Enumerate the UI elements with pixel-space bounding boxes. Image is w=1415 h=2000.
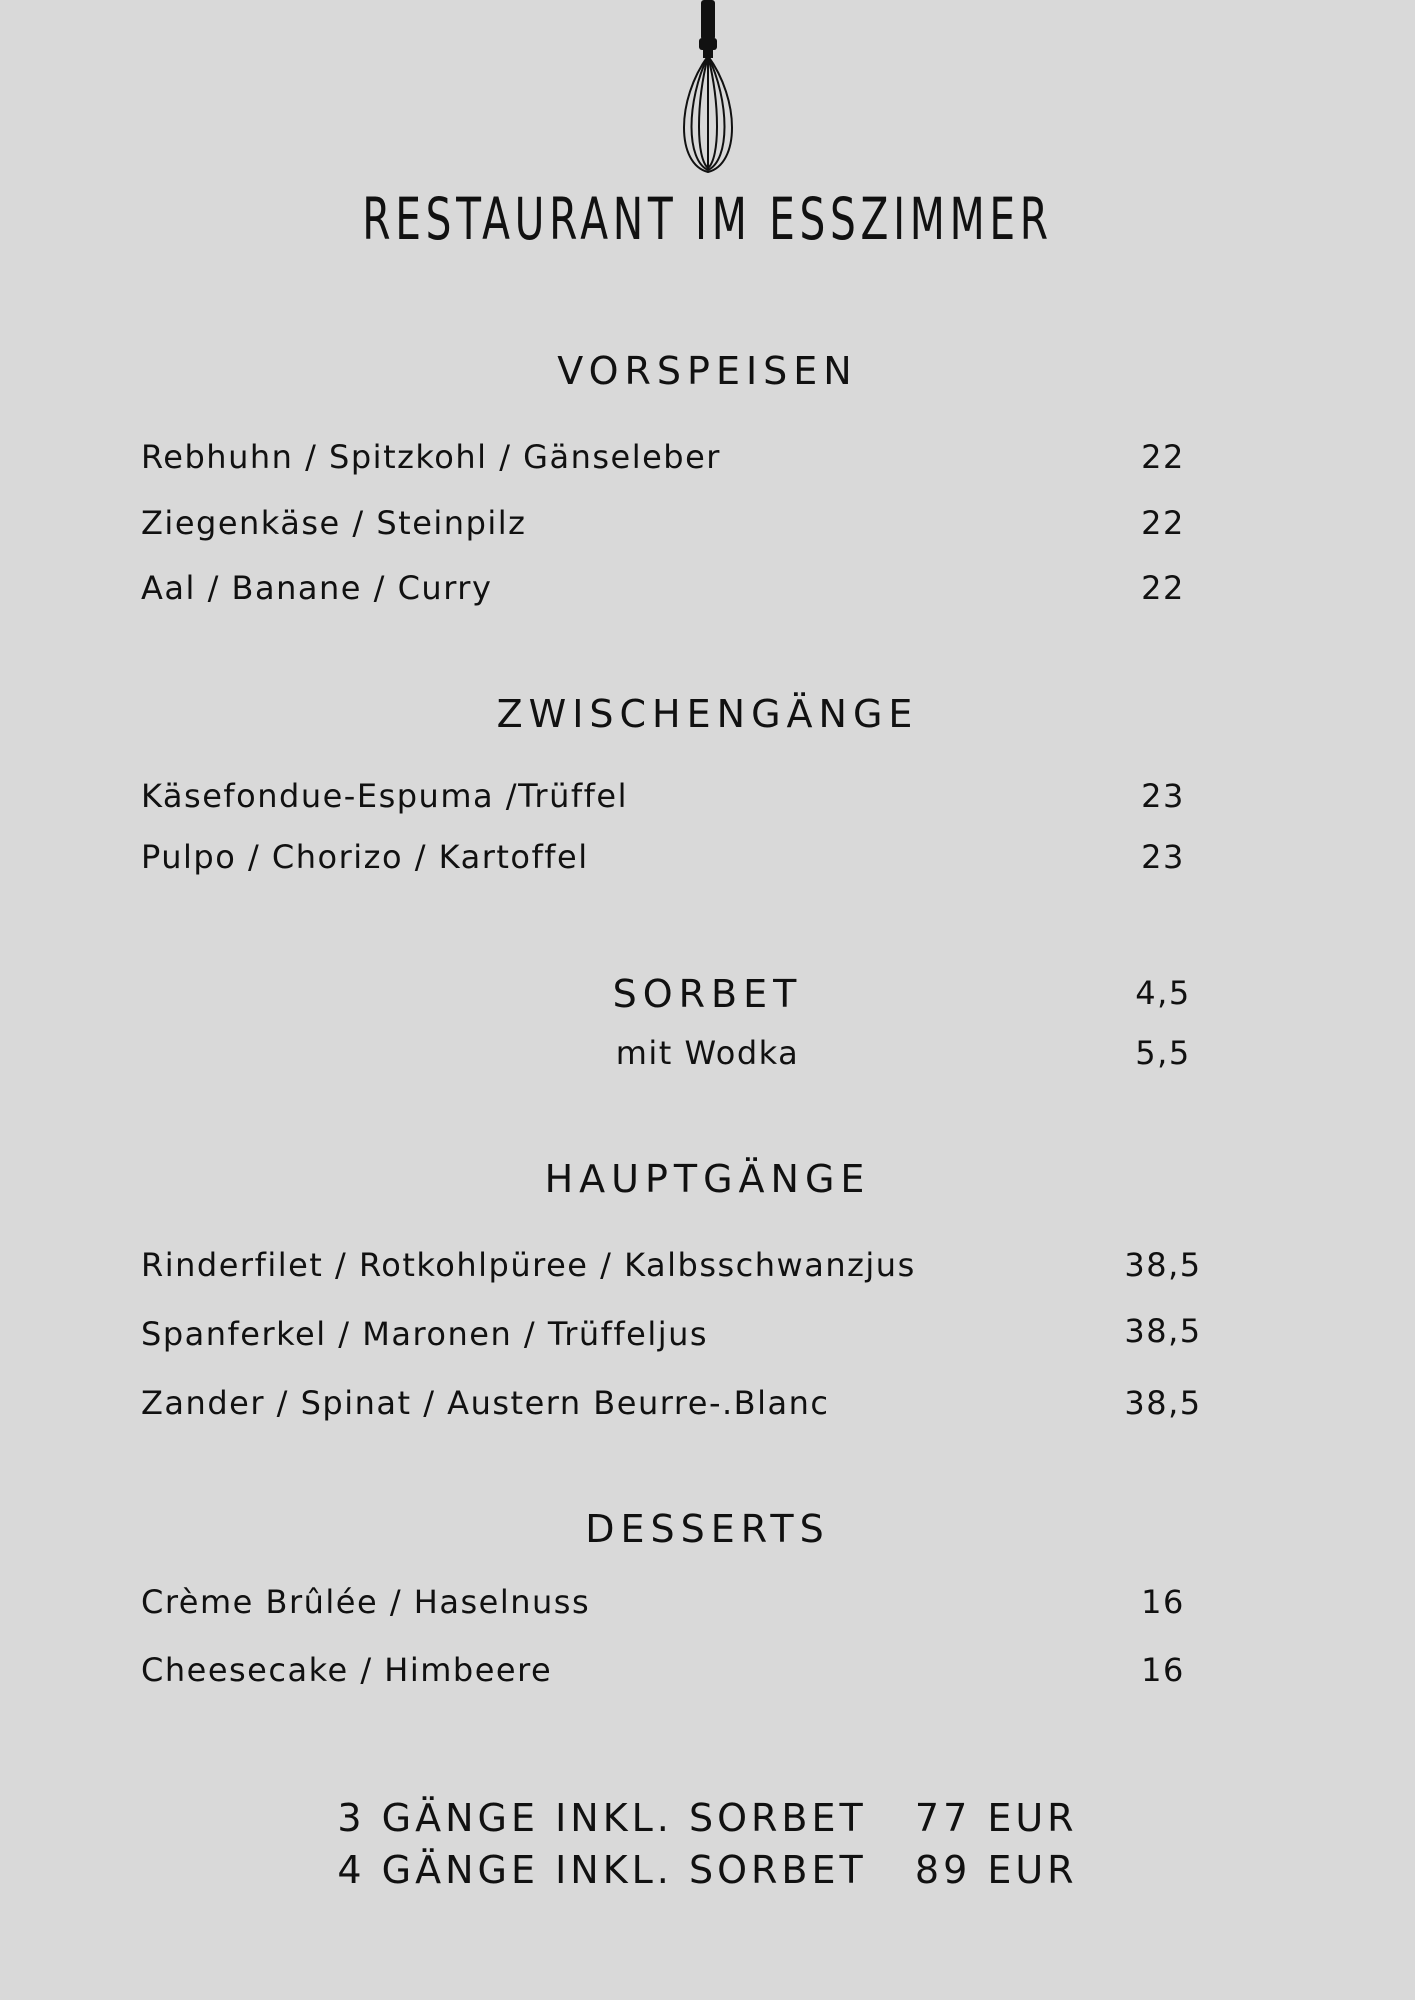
menu-item-name: Aal / Banane / Curry [141,569,493,607]
section-heading-hauptgaenge: HAUPTGÄNGE [544,1157,871,1201]
menu-item-price: 22 [1141,569,1185,607]
menu-item-price: 16 [1141,1651,1185,1689]
menu-item-name: Pulpo / Chorizo / Kartoffel [141,838,589,876]
section-heading-zwischengaenge: ZWISCHENGÄNGE [496,692,919,736]
menu-item-name: Spanferkel / Maronen / Trüffeljus [141,1315,709,1353]
whisk-icon [672,0,744,176]
menu-item-price: 16 [1141,1583,1185,1621]
menu-item-price: 23 [1141,838,1185,876]
menu-item-price: 38,5 [1124,1312,1202,1350]
menu-item-price: 22 [1141,438,1185,476]
section-heading-desserts: DESSERTS [585,1507,830,1551]
sorbet-variant-price: 5,5 [1135,1034,1191,1072]
section-heading-sorbet: SORBET [612,972,803,1016]
menu-item-name: Cheesecake / Himbeere [141,1651,553,1689]
menu-item-name: Rinderfilet / Rotkohlpüree / Kalbsschwanzjus [141,1246,916,1284]
restaurant-title: RESTAURANT IM ESSZIMMER [362,185,1053,253]
menu-item-name: Zander / Spinat / Austern Beurre-.Blanc [141,1384,830,1422]
set-menu-3-courses: 3 GÄNGE INKL. SORBET 77 EUR [337,1796,1078,1840]
set-menu-4-courses: 4 GÄNGE INKL. SORBET 89 EUR [337,1848,1078,1892]
menu-item-name: Rebhuhn / Spitzkohl / Gänseleber [141,438,721,476]
menu-item-price: 38,5 [1124,1384,1202,1422]
section-heading-vorspeisen: VORSPEISEN [557,349,858,393]
sorbet-price: 4,5 [1135,974,1191,1012]
menu-item-name: Käsefondue-Espuma /Trüffel [141,777,628,815]
menu-item-price: 22 [1141,504,1185,542]
menu-item-name: Crème Brûlée / Haselnuss [141,1583,591,1621]
menu-item-price: 38,5 [1124,1246,1202,1284]
sorbet-variant: mit Wodka [615,1034,800,1072]
menu-item-name: Ziegenkäse / Steinpilz [141,504,527,542]
menu-item-price: 23 [1141,777,1185,815]
